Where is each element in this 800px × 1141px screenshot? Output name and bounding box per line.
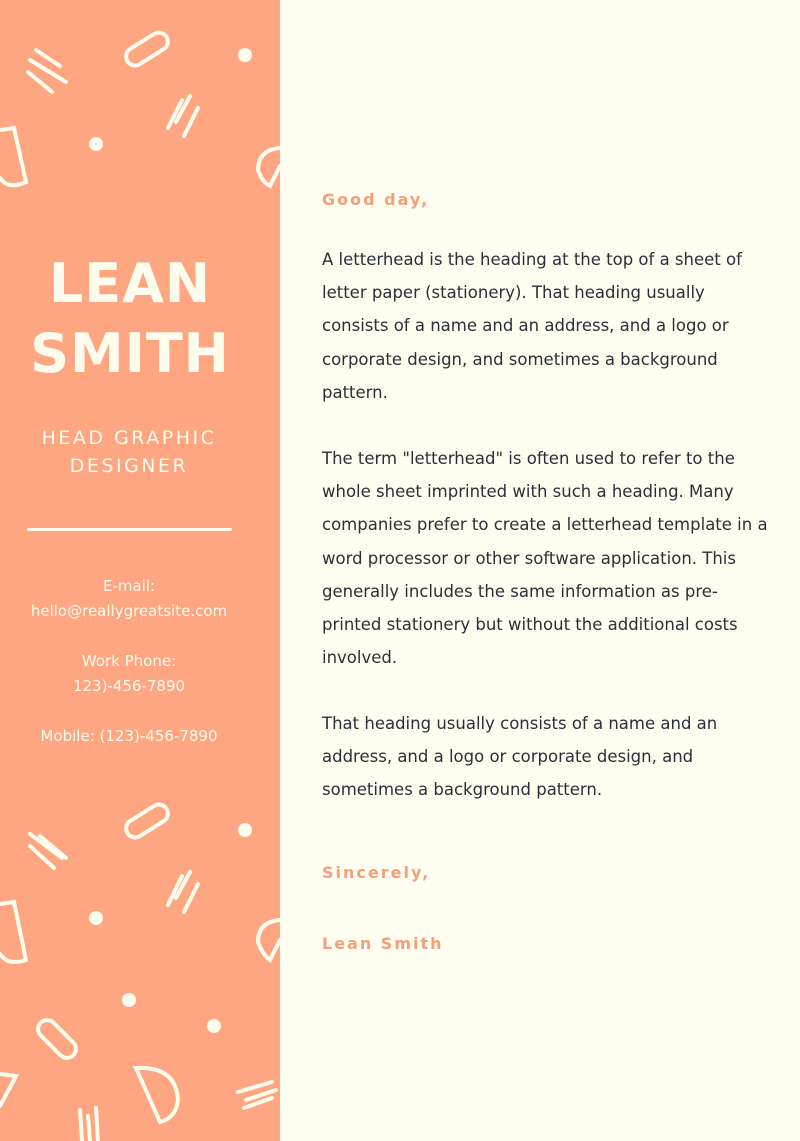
half-circle-icon (0, 902, 26, 962)
pill-icon (123, 801, 172, 841)
decorative-pattern (0, 0, 280, 1141)
triple-lines-icon (238, 1082, 276, 1108)
triple-lines-icon (168, 872, 198, 912)
dot-icon (89, 137, 103, 151)
job-title-line2: DESIGNER (69, 455, 189, 477)
work-phone-block (0, 649, 258, 699)
dot-icon (238, 823, 252, 837)
pill-icon (34, 1016, 79, 1061)
signature: Lean Smith (322, 934, 444, 953)
half-circle-icon (136, 1068, 178, 1122)
dot-icon (207, 1019, 221, 1033)
email-label: E-mail: (102, 577, 156, 595)
half-circle-icon (258, 148, 280, 186)
half-circle-icon (258, 920, 280, 960)
job-title-line1: HEAD GRAPHIC (41, 427, 217, 449)
triple-lines-icon (168, 96, 198, 136)
triple-lines-icon (80, 1108, 98, 1141)
paragraph-2: The term "letterhead" is often used to refer to the whole sheet imprinted with such a heading. Many companies prefer to create a letterhead template in a word processor or other software application. This generally includes the same information as pre-printed stationery but without the additional costs involved. (322, 449, 768, 668)
greeting: Good day, (322, 190, 430, 209)
name-first: LEAN (48, 252, 212, 315)
name-last: SMITH (30, 322, 230, 385)
closing: Sincerely, (322, 863, 431, 882)
paragraph-3: That heading usually consists of a name and an address, and a logo or corporate design, and sometimes a background pattern. (322, 714, 718, 800)
half-circle-icon (0, 128, 26, 185)
half-circle-icon (0, 1074, 16, 1106)
pill-icon (123, 29, 172, 69)
triple-lines-icon (28, 50, 66, 92)
job-title (0, 424, 258, 480)
email-block (0, 574, 258, 624)
mobile-phone: Mobile: (123)-456-7890 (40, 727, 218, 745)
dot-icon (238, 48, 252, 62)
sidebar-panel (0, 0, 280, 1141)
work-phone-value: 123)-456-7890 (72, 677, 186, 695)
dot-icon (122, 993, 136, 1007)
triple-lines-icon (30, 834, 66, 868)
dot-icon (89, 911, 103, 925)
work-phone-label: Work Phone: (81, 652, 177, 670)
email-value[interactable]: hello@reallygreatsite.com (30, 602, 228, 620)
divider (27, 528, 232, 531)
paragraph-1: A letterhead is the heading at the top of a sheet of letter paper (stationery). That heading usually consists of a name and an address, and a logo or corporate design, and sometimes a background pattern. (322, 250, 742, 402)
